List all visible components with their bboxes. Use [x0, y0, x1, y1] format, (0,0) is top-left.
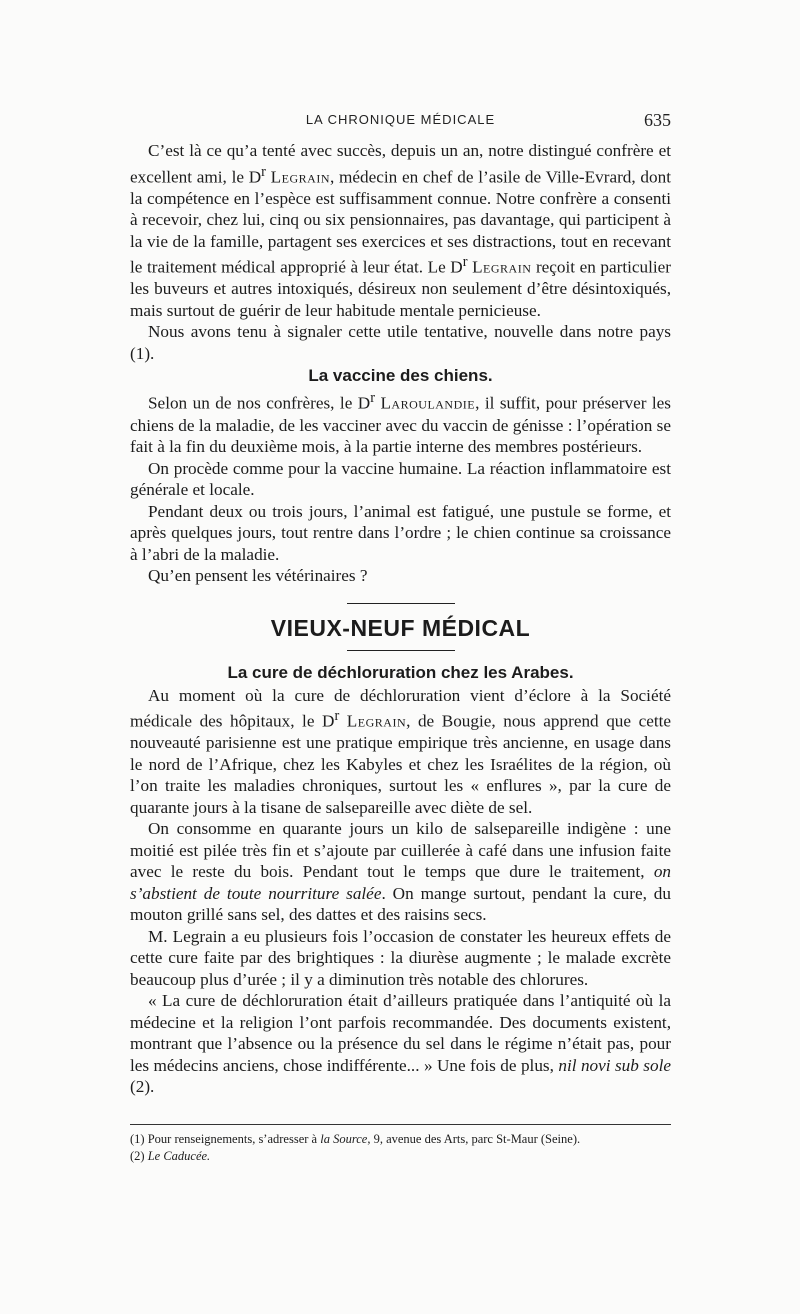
paragraph: On consomme en quarante jours un kilo de salsepareille indigène : une moitié est pilée très fin et s’ajoute par cuillerée à café dans une infusion faite avec le reste du bois. Pendant tout le temps que dure le traitement, on s’abstient de toute nourriture salée. On mange surtout, pendant la cure, du mouton grillé sans sel, des dattes et des raisins secs.: [130, 819, 671, 925]
footnote: (2) Le Caducée.: [130, 1149, 211, 1163]
paragraph: Pendant deux ou trois jours, l’animal est fatigué, une pustule se forme, et après quelques jours, tout rentre dans l’ordre ; le chien continue sa croissance à l’abri de la maladie.: [130, 501, 671, 564]
section-title: VIEUX-NEUF MÉDICAL: [270, 614, 531, 641]
paragraph: « La cure de déchloruration était d’ailleurs pratiquée dans l’antiquité où la médecine et la religion l’ont parfois recommandée. Des documents existent, montrant que l’absence ou la présence du sel dans le régime n’était pas, pour les médecins anciens, chose indifférente... » Une fois de plus, nil novi sub sole (2).: [130, 991, 671, 1097]
paragraph: Nous avons tenu à signaler cette utile tentative, nouvelle dans notre pays (1).: [130, 322, 671, 363]
running-title: LA CHRONIQUE MÉDICALE: [305, 112, 496, 127]
person-name: Legrain: [270, 167, 330, 187]
page-header: [130, 112, 671, 136]
subsection-title: La vaccine des chiens.: [308, 366, 493, 386]
section-rule-top: [347, 603, 455, 604]
paragraph: On procède comme pour la vaccine humaine. La réaction inflammatoire est générale et locale.: [130, 458, 671, 500]
footnotes: [130, 1124, 671, 1165]
person-name: Laroulandie: [380, 394, 476, 414]
paragraph: Selon un de nos confrères, le $D^r$ Laroulandie, il suffit, pour préserver les chiens de la maladie, de les vacciner avec du vaccin de génisse : l’opération se fait à la fin du deuxième mois, à la partie interne des membres postérieurs.: [130, 390, 671, 457]
subsection-title: La cure de déchloruration chez les Arabes.: [227, 662, 574, 682]
paragraph: Qu’en pensent les vétérinaires ?: [148, 566, 368, 586]
paragraph: C’est là ce qu’a tenté avec succès, depuis un an, notre distingué confrère et excellent ami, le $D^r$ Legrain, médecin en chef de l’asile de Ville-Evrard, dont la compétence en l’espèce est suffisamment connue. Notre confrère a consenti à recevoir, chez lui, cinq ou six pensionnaires, pas davantage, qui participent à la vie de la famille, partagent ses exercices et ses distractions, tout en recevant le traitement médical approprié à leur état. Le $D^r$ Legrain reçoit en particulier les buveurs et autres intoxiqués, désireux non seulement d’être désintoxiqués, mais surtout de guérir de leur habitude mentale pernicieuse.: [130, 141, 672, 320]
page-number: 635: [644, 110, 671, 130]
article-body: [130, 140, 671, 1098]
paragraph: M. Legrain a eu plusieurs fois l’occasion de constater les heureux effets de cette cure faite par des brightiques : la diurèse augmente ; le malade excrète beaucoup plus d’urée ; il y a diminution très notable des chlorures.: [130, 926, 671, 989]
section-rule-bottom: [347, 650, 455, 651]
paragraph: Au moment où la cure de déchloruration vient d’éclore à la Société médicale des hôpitaux, le $D^r$ Legrain, de Bougie, nous apprend que cette nouveauté parisienne est une pratique empirique très ancienne, en usage dans le nord de l’Afrique, chez les Kabyles et chez les Israélites de la région, où l’on traite les maladies chroniques, surtout les « enflures », par la cure de quarante jours à la tisane de salsepareille avec diète de sel.: [130, 685, 672, 817]
footnote: (1) Pour renseignements, s’adresser à la Source, 9, avenue des Arts, parc St-Maur (Seine).: [130, 1132, 581, 1146]
person-name: Legrain: [472, 257, 532, 277]
person-name: Legrain: [346, 711, 407, 731]
